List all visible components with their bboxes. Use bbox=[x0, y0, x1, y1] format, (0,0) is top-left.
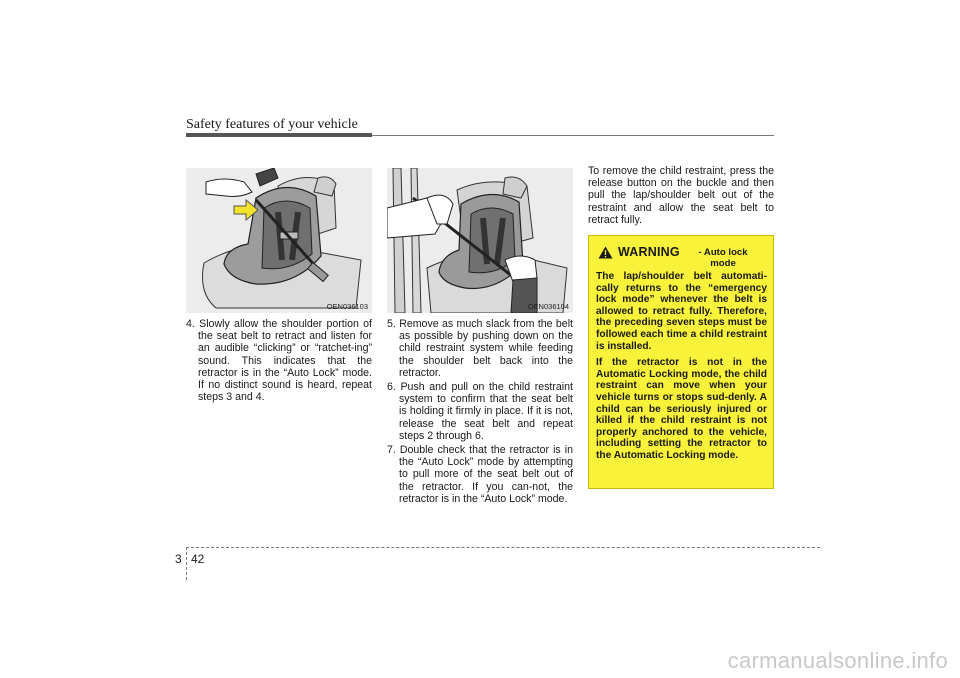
header-rule-thin bbox=[372, 135, 774, 136]
warning-paragraph: The lap/shoulder belt automati-cally returns to the “emergency lock mode” whenever the belt is allowed to retract fully. Therefore, the preceding seven steps must be followed each time a child restraint is installed. bbox=[596, 271, 767, 352]
warning-body bbox=[596, 271, 767, 462]
section-title: Safety features of your vehicle bbox=[186, 117, 358, 132]
figure-child-seat-retract bbox=[186, 168, 372, 313]
step-5: 5. Remove as much slack from the belt as possible by pushing down on the child restraint system while feeding the shoulder belt back into the retractor. bbox=[387, 318, 573, 379]
child-seat-illustration bbox=[186, 168, 372, 313]
warning-title: WARNING bbox=[618, 245, 680, 259]
header-rule bbox=[186, 133, 372, 137]
figure-child-seat-push bbox=[387, 168, 573, 313]
step-6: 6. Push and pull on the child restraint system to confirm that the seat belt is holding it firmly in place. If it is not, release the seat belt and repeat steps 2 through 6. bbox=[387, 381, 573, 442]
warning-triangle-icon bbox=[598, 246, 613, 264]
column-2 bbox=[387, 318, 573, 505]
page-number: 42 bbox=[191, 552, 205, 566]
warning-box bbox=[588, 235, 774, 489]
footer-rule bbox=[186, 547, 820, 548]
warning-paragraph: If the retractor is not in the Automatic Locking mode, the child restraint can move when your vehicle turns or stops sud-denly. A child can be seriously injured or killed if the child restraint is not properly anchored to the vehicle, including setting the retractor to the Automatic Locking mode. bbox=[596, 357, 767, 461]
child-seat-push-illustration bbox=[387, 168, 573, 313]
warning-subtitle: - Auto lock mode bbox=[698, 247, 748, 269]
step-4: 4. Slowly allow the shoulder portion of the seat belt to retract and listen for an audible “clicking” or “ratchet-ing” sound. This indicates that the retractor is in the “Auto Lock” mode. If no distinct sound is heard, repeat steps 3 and 4. bbox=[186, 318, 372, 404]
figure-code: OEN036103 bbox=[326, 302, 368, 311]
watermark: carmanualsonline.info bbox=[727, 648, 948, 673]
remove-restraint-paragraph: To remove the child restraint, press the release button on the buckle and then pull the lap/shoulder belt out of the restraint and allow the seat belt to retract fully. bbox=[588, 165, 774, 226]
footer-divider bbox=[186, 547, 187, 580]
column-3 bbox=[588, 165, 774, 226]
step-7: 7. Double check that the retractor is in the “Auto Lock” mode by attempting to pull more of the seat belt out of the retractor. If you can-not, the retractor is in the “Auto Lock” mode. bbox=[387, 444, 573, 505]
warning-header bbox=[596, 245, 767, 271]
column-1 bbox=[186, 318, 372, 403]
figure-code: OEN036104 bbox=[527, 302, 569, 311]
chapter-number: 3 bbox=[175, 552, 182, 566]
